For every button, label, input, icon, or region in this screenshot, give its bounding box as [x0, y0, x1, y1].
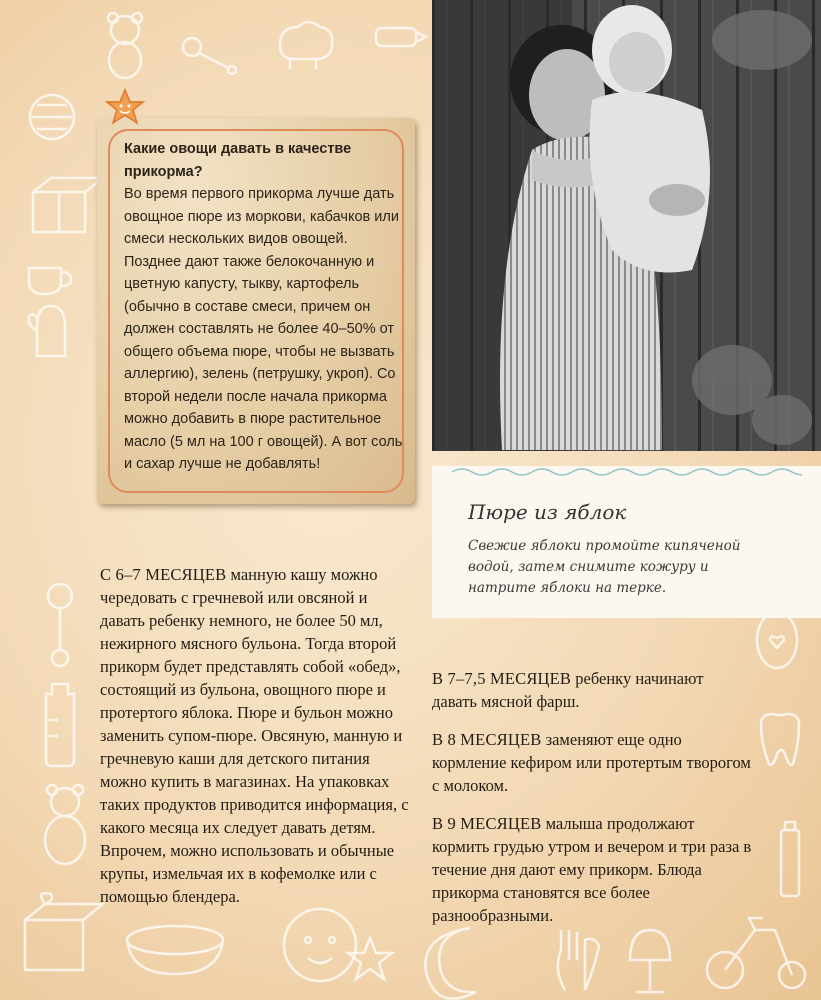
gift-box-doodle [25, 170, 95, 240]
sheep-doodle [270, 15, 340, 70]
tube-doodle [775, 820, 805, 900]
ball-doodle [25, 90, 80, 145]
left-text-column [100, 563, 412, 923]
paragraph-9-months [432, 812, 752, 927]
tip-note-text [124, 138, 404, 476]
paragraph-text: ребенку начинают давать мясной фарш. [432, 669, 704, 711]
bowl-doodle [120, 920, 230, 980]
mother-with-baby-photo [432, 0, 821, 451]
photo-illustration [432, 0, 821, 451]
cup-doodle [25, 258, 75, 298]
star-mascot-overlay-icon [105, 88, 145, 128]
mitten-doodle [25, 300, 75, 360]
age-lead: В 7–7,5 МЕСЯЦЕВ [432, 669, 572, 688]
paragraph-text: малыша продолжают кормить грудью утром и вечером и три раза в течение дня дают ему прикорм. Блюда прикорма становятся все более разнообразными. [432, 814, 752, 925]
bottle-doodle [368, 20, 428, 60]
age-lead: В 8 МЕСЯЦЕВ [432, 730, 542, 749]
tooth-doodle [755, 710, 805, 770]
gift-bottom-doodle [15, 890, 95, 980]
paragraph-text: заменяют еще одно кормление кефиром или протертым творогом с молоком. [432, 730, 751, 795]
age-lead: В 9 МЕСЯЦЕВ [432, 814, 542, 833]
recipe-text: Свежие яблоки промойте кипяченой водой, затем снимите кожуру и натрите яблоки на терке. [468, 538, 741, 596]
rattle-doodle [180, 35, 240, 75]
tip-note-body: Во время первого прикорма лучше дать овощное пюре из моркови, кабачков или смеси нескольких видов овощей. Позднее дают также белокочанную и цветную капусту, тыкву, картофель (обычно в составе смеси, причем он должен составлять не более 40–50% от общего объема пюре, чтобы не вызвать аллергию), зелень (петрушку, укроп). Со второй недели после начала прикорма можно добавить в пюре растительное масло (5 мл на 100 г овощей). А вот соль и сахар лучше не добавлять! [124, 186, 403, 472]
paragraph-8-months [432, 728, 752, 797]
recipe-box [432, 466, 821, 618]
recipe-title: Пюре из яблок [468, 500, 627, 524]
paragraph-7-months [432, 667, 752, 713]
baby-bottle-doodle [30, 680, 90, 770]
teddy-small-doodle [30, 780, 100, 870]
age-lead: С 6–7 МЕСЯЦЕВ [100, 565, 227, 584]
tip-note-title: Какие овощи давать в качестве прикорма? [124, 141, 352, 180]
paragraph-text: манную кашу можно чередовать с гречневой или овсяной и давать ребенку немного, не более 50 мл, нежирного мясного бульона. Тогда второй прикорм будет представлять собой «обед», состоящий из бульона, овощного пюре и протертого яблока. Пюре и бульон можно заменить супом-пюре. Овсяную, манную и гречневую каши для детского питания можно купить в магазинах. На упаковках таких продуктов приводится информация, с какого месяца их следует давать детям. Впрочем, можно использовать и обычные крупы, измельчая их в кофемолке или с помощью блендера. [100, 565, 409, 906]
paragraph-6-7-months [100, 563, 412, 908]
star-doodle [345, 935, 395, 985]
tip-note-card [97, 118, 415, 504]
wavy-divider [452, 465, 802, 479]
rattle-left-doodle [30, 580, 90, 670]
right-text-column [432, 667, 752, 942]
teddy-bear-doodle [95, 10, 155, 80]
